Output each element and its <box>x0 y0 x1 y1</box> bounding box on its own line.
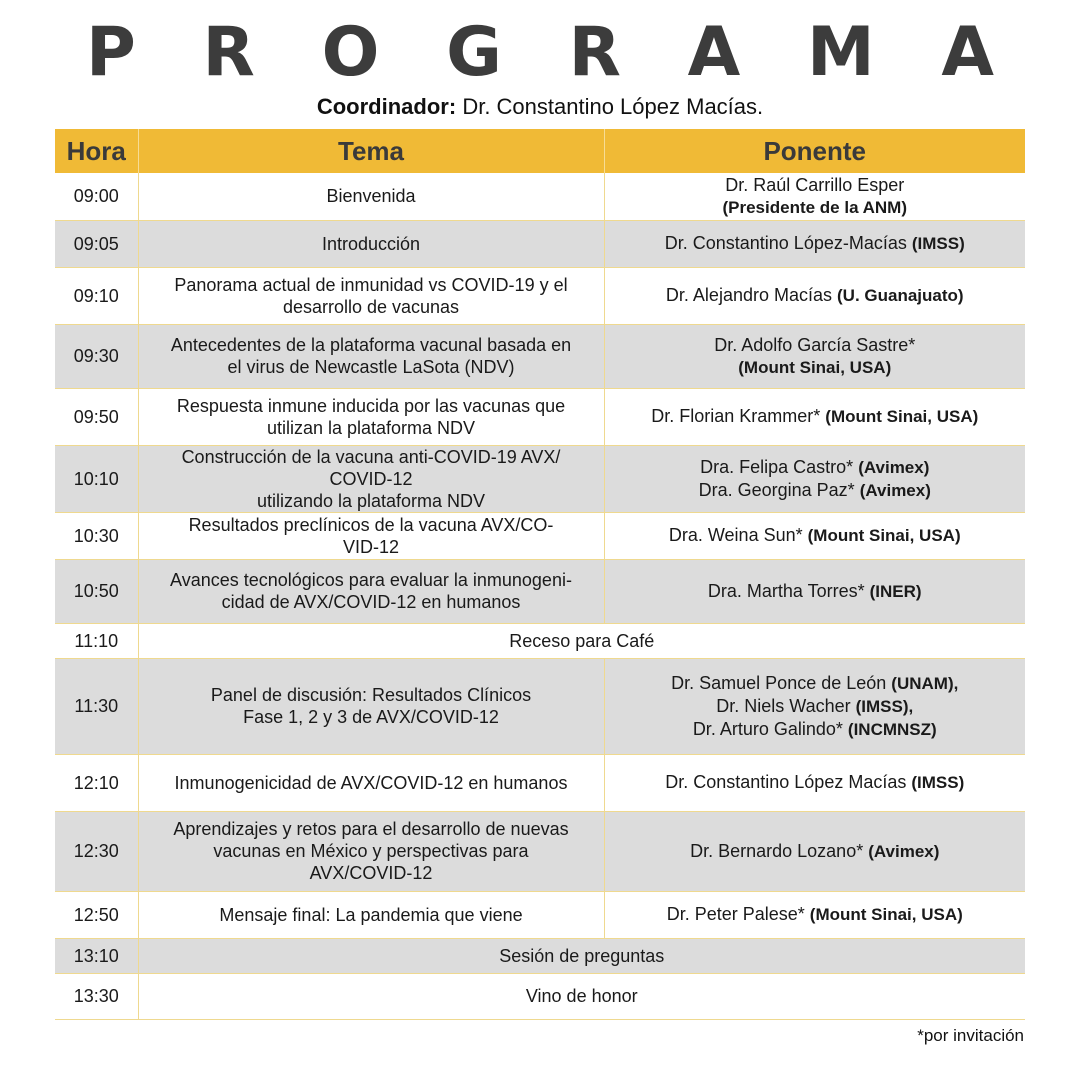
topic-line: cidad de AVX/COVID-12 en humanos <box>221 592 521 612</box>
speaker-cell <box>604 267 1025 324</box>
speaker-cell <box>604 658 1025 754</box>
speaker-name: Dr. Samuel Ponce de León <box>671 672 887 693</box>
speaker-line <box>615 479 1016 502</box>
title-letter: P <box>86 13 136 92</box>
topic-line: Aprendizajes y retos para el desarrollo de nuevas <box>173 819 569 839</box>
speaker-cell <box>604 811 1025 891</box>
topic-line: Antecedentes de la plataforma vacunal basada en <box>170 335 572 355</box>
speaker-line <box>615 580 1016 603</box>
time-cell: 11:30 <box>55 658 138 754</box>
topic-line: vacunas en México y perspectivas para <box>213 841 529 861</box>
speaker-org: (Presidente de la ANM) <box>722 197 908 217</box>
speaker-org: (INER) <box>869 581 922 601</box>
topic-cell <box>138 754 604 811</box>
speaker-cell <box>604 388 1025 445</box>
speaker-line <box>615 356 1016 379</box>
speaker-org: (IMSS), <box>855 696 914 716</box>
topic-cell <box>138 811 604 891</box>
speaker-line <box>615 695 1016 718</box>
speaker-name: Dr. Adolfo García Sastre* <box>714 334 916 355</box>
time-cell: 12:10 <box>55 754 138 811</box>
speaker-line <box>615 232 1016 255</box>
topic-line: Panorama actual de inmunidad vs COVID-19 y el <box>174 274 568 295</box>
column-header-tema: Tema <box>138 129 604 173</box>
title-letter: O <box>321 13 380 92</box>
speaker-cell <box>604 891 1025 938</box>
topic-line: Bienvenida <box>326 186 416 207</box>
topic-line: desarrollo de vacunas <box>282 296 460 317</box>
time-cell: 10:10 <box>55 445 138 512</box>
column-header-ponente: Ponente <box>604 129 1025 173</box>
speaker-name: Dra. Weina Sun* <box>668 525 803 545</box>
speaker-line <box>615 840 1016 863</box>
speaker-name: Dr. Constantino López-Macías <box>664 233 907 253</box>
time-cell: 13:10 <box>55 938 138 973</box>
title-letter: A <box>687 13 741 92</box>
topic-cell <box>138 658 604 754</box>
speaker-org: (INCMNSZ) <box>847 719 937 739</box>
speaker-cell <box>604 559 1025 623</box>
page-title <box>0 14 1080 92</box>
speaker-cell <box>604 173 1025 220</box>
column-header-hora: Hora <box>55 129 138 173</box>
coordinator-name: Dr. Constantino López Macías. <box>462 94 764 119</box>
span-cell: Sesión de preguntas <box>138 938 1025 973</box>
speaker-name: Dr. Niels Wacher <box>716 695 851 716</box>
speaker-line <box>615 718 1016 741</box>
speaker-cell <box>604 220 1025 267</box>
speaker-name: Dr. Peter Palese* <box>666 904 805 924</box>
speaker-org: (IMSS) <box>911 773 965 792</box>
speaker-cell <box>604 754 1025 811</box>
time-cell: 12:30 <box>55 811 138 891</box>
topic-line: AVX/COVID-12 <box>309 863 433 883</box>
topic-cell <box>138 173 604 220</box>
time-cell: 13:30 <box>55 973 138 1019</box>
speaker-org: (Avimex) <box>858 457 930 477</box>
table-row <box>55 173 1025 220</box>
topic-line: utilizando la plataforma NDV <box>256 490 486 511</box>
table-header-row <box>55 129 1025 173</box>
topic-line: Panel de discusión: Resultados Clínicos <box>210 685 532 705</box>
span-cell: Vino de honor <box>138 973 1025 1019</box>
speaker-name: Dr. Constantino López Macías <box>665 772 907 792</box>
table-body <box>55 173 1025 1019</box>
speaker-line <box>615 456 1016 479</box>
speaker-cell <box>604 324 1025 388</box>
title-letter: A <box>941 13 994 92</box>
topic-line: utilizan la plataforma NDV <box>266 417 476 438</box>
title-letter: R <box>568 13 621 92</box>
speaker-org: (U. Guanajuato) <box>837 286 964 305</box>
speaker-line <box>615 174 1016 196</box>
speaker-line <box>615 771 1016 794</box>
table-row <box>55 512 1025 559</box>
coordinator-label: Coordinador: <box>316 94 457 119</box>
topic-line: COVID-12 <box>329 468 413 489</box>
topic-line: Fase 1, 2 y 3 de AVX/COVID-12 <box>243 707 499 727</box>
speaker-cell <box>604 445 1025 512</box>
table-row <box>55 754 1025 811</box>
topic-cell <box>138 220 604 267</box>
table-row <box>55 324 1025 388</box>
table-row <box>55 811 1025 891</box>
table-row <box>55 658 1025 754</box>
time-cell: 09:30 <box>55 324 138 388</box>
topic-cell <box>138 445 604 512</box>
speaker-name: Dr. Raúl Carrillo Esper <box>725 174 905 195</box>
speaker-name: Dr. Bernardo Lozano* <box>690 840 864 861</box>
time-cell: 10:50 <box>55 559 138 623</box>
topic-line: el virus de Newcastle LaSota (NDV) <box>227 357 515 377</box>
speaker-cell <box>604 512 1025 559</box>
speaker-name: Dra. Felipa Castro* <box>700 456 854 477</box>
speaker-name: Dr. Alejandro Macías <box>665 285 832 305</box>
speaker-line <box>615 524 1016 547</box>
speaker-line <box>615 903 1016 926</box>
topic-line: Construcción de la vacuna anti-COVID-19 AVX/ <box>181 446 561 467</box>
program-table <box>55 129 1025 1020</box>
speaker-line <box>615 672 1016 695</box>
topic-line: Inmunogenicidad de AVX/COVID-12 en humanos <box>174 772 568 793</box>
speaker-org: (Mount Sinai, USA) <box>809 905 963 924</box>
speaker-org: (IMSS) <box>911 234 965 253</box>
topic-line: Respuesta inmune inducida por las vacunas que <box>176 395 566 416</box>
topic-cell <box>138 559 604 623</box>
time-cell: 09:50 <box>55 388 138 445</box>
coordinator-line <box>0 93 1080 121</box>
speaker-name: Dr. Arturo Galindo* <box>692 718 843 739</box>
speaker-line <box>615 334 1016 356</box>
speaker-org: (Avimex) <box>868 841 940 861</box>
topic-line: VID-12 <box>342 536 400 557</box>
title-letter: M <box>807 13 875 92</box>
topic-line: Mensaje final: La pandemia que viene <box>219 904 523 925</box>
time-cell: 10:30 <box>55 512 138 559</box>
table-row <box>55 445 1025 512</box>
time-cell: 11:10 <box>55 623 138 658</box>
topic-cell <box>138 388 604 445</box>
time-cell: 09:10 <box>55 267 138 324</box>
speaker-name: Dr. Florian Krammer* <box>651 406 821 426</box>
speaker-line <box>615 196 1016 219</box>
topic-line: Avances tecnológicos para evaluar la inmunogeni- <box>170 570 572 590</box>
speaker-line <box>615 405 1016 428</box>
time-cell: 09:00 <box>55 173 138 220</box>
footnote: *por invitación <box>917 1026 1024 1045</box>
topic-line: Resultados preclínicos de la vacuna AVX/CO- <box>188 514 554 535</box>
title-letter: G <box>446 13 502 92</box>
span-cell: Receso para Café <box>138 623 1025 658</box>
speaker-org: (UNAM), <box>891 673 959 693</box>
time-cell: 12:50 <box>55 891 138 938</box>
table-row <box>55 220 1025 267</box>
table-row <box>55 388 1025 445</box>
topic-cell <box>138 324 604 388</box>
table-row <box>55 973 1025 1019</box>
table-row <box>55 623 1025 658</box>
topic-cell <box>138 267 604 324</box>
topic-line: Introducción <box>321 233 421 254</box>
speaker-name: Dra. Georgina Paz* <box>698 479 855 500</box>
speaker-org: (Mount Sinai, USA) <box>825 407 979 426</box>
table-row <box>55 891 1025 938</box>
table-row <box>55 938 1025 973</box>
topic-cell <box>138 891 604 938</box>
speaker-org: (Mount Sinai, USA) <box>807 526 961 545</box>
table-row <box>55 559 1025 623</box>
speaker-org: (Mount Sinai, USA) <box>738 357 892 377</box>
speaker-line <box>615 284 1016 307</box>
table-row <box>55 267 1025 324</box>
topic-cell <box>138 512 604 559</box>
title-letter: R <box>202 13 255 92</box>
speaker-org: (Avimex) <box>859 480 931 500</box>
speaker-name: Dra. Martha Torres* <box>707 580 865 601</box>
time-cell: 09:05 <box>55 220 138 267</box>
